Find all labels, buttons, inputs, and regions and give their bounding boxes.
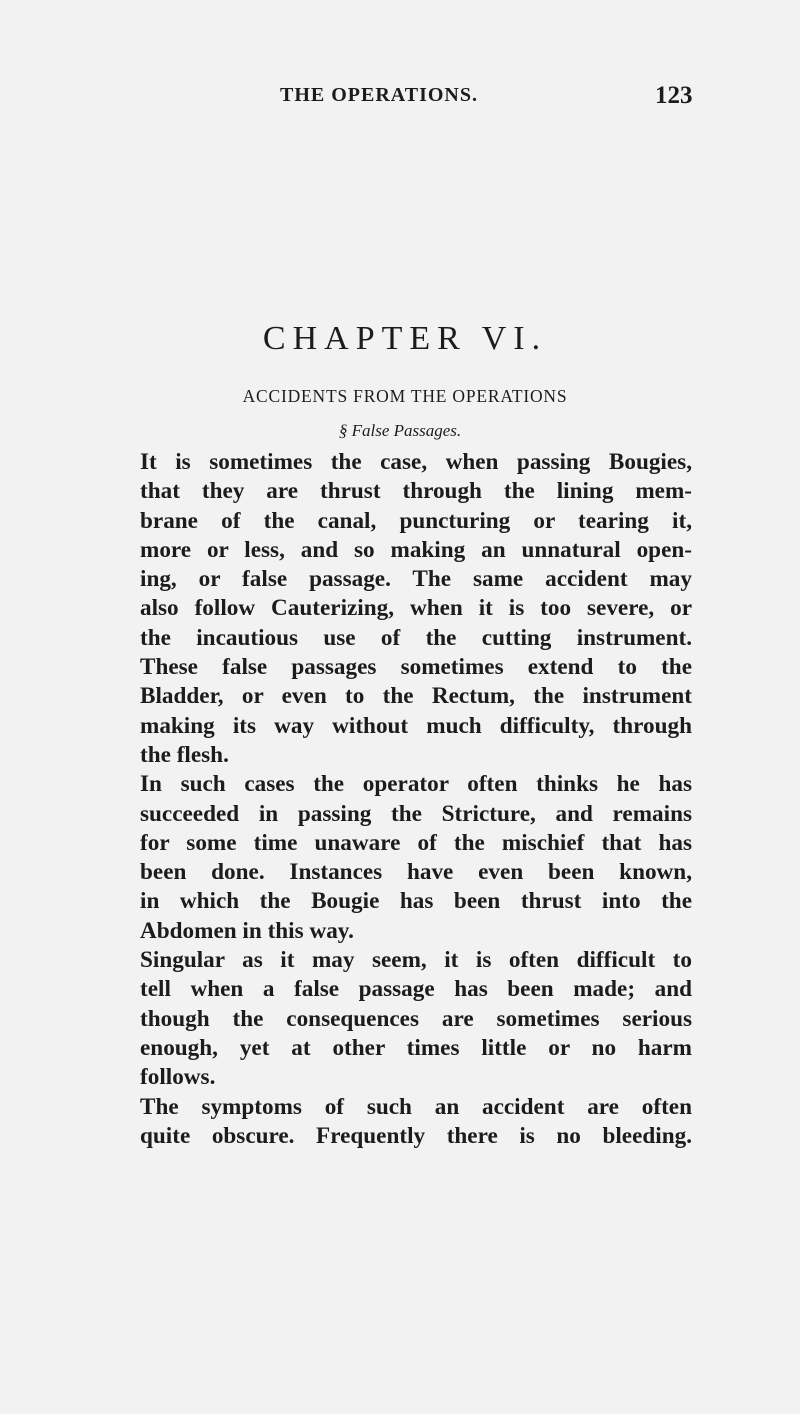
text-line: tell when a false passage has been made; and xyxy=(140,976,692,1003)
text-line: enough, yet at other times little or no harm xyxy=(140,1034,692,1061)
text-line: ing, or false passage. The same accident may xyxy=(140,566,692,593)
text-line: The symptoms of such an accident are often xyxy=(140,1093,692,1120)
text-line: Abdomen in this way. xyxy=(140,917,354,944)
text-line: It is sometimes the case, when passing Bougies, xyxy=(140,449,692,475)
text-line: the flesh. xyxy=(140,741,229,768)
text-line: Singular as it may seem, it is often difficult to xyxy=(140,947,692,974)
text-line: though the consequences are sometimes serious xyxy=(140,1005,692,1032)
text-line: quite obscure. Frequently there is no bleeding. xyxy=(140,1122,692,1149)
section-heading: ACCIDENTS FROM THE OPERATIONS xyxy=(242,386,568,406)
text-line: brane of the canal, puncturing or tearing it, xyxy=(140,507,692,534)
text-line: succeeded in passing the Stricture, and remains xyxy=(140,800,692,827)
text-line: the incautious use of the cutting instrument. xyxy=(140,624,692,651)
text-line: more or less, and so making an unnatural open- xyxy=(140,536,692,563)
text-line: Bladder, or even to the Rectum, the instrument xyxy=(140,683,692,710)
running-head xyxy=(0,82,800,112)
text-line: been done. Instances have even been known, xyxy=(140,859,692,886)
text-line: making its way without much difficulty, through xyxy=(140,712,692,739)
text-line: that they are thrust through the lining mem- xyxy=(140,478,692,505)
text-line: In such cases the operator often thinks he has xyxy=(140,771,692,798)
text-line: also follow Cauterizing, when it is too severe, or xyxy=(140,595,692,622)
text-line: in which the Bougie has been thrust into the xyxy=(140,888,692,915)
text-line: These false passages sometimes extend to the xyxy=(140,654,692,681)
running-title: THE OPERATIONS. xyxy=(280,84,478,106)
page-number: 123 xyxy=(655,82,693,109)
text-line: for some time unaware of the mischief that has xyxy=(140,829,692,856)
chapter-title: CHAPTER VI. xyxy=(262,320,548,357)
section-subheading: § False Passages. xyxy=(338,421,462,440)
body-text xyxy=(140,448,692,1151)
text-line: follows. xyxy=(140,1064,216,1091)
